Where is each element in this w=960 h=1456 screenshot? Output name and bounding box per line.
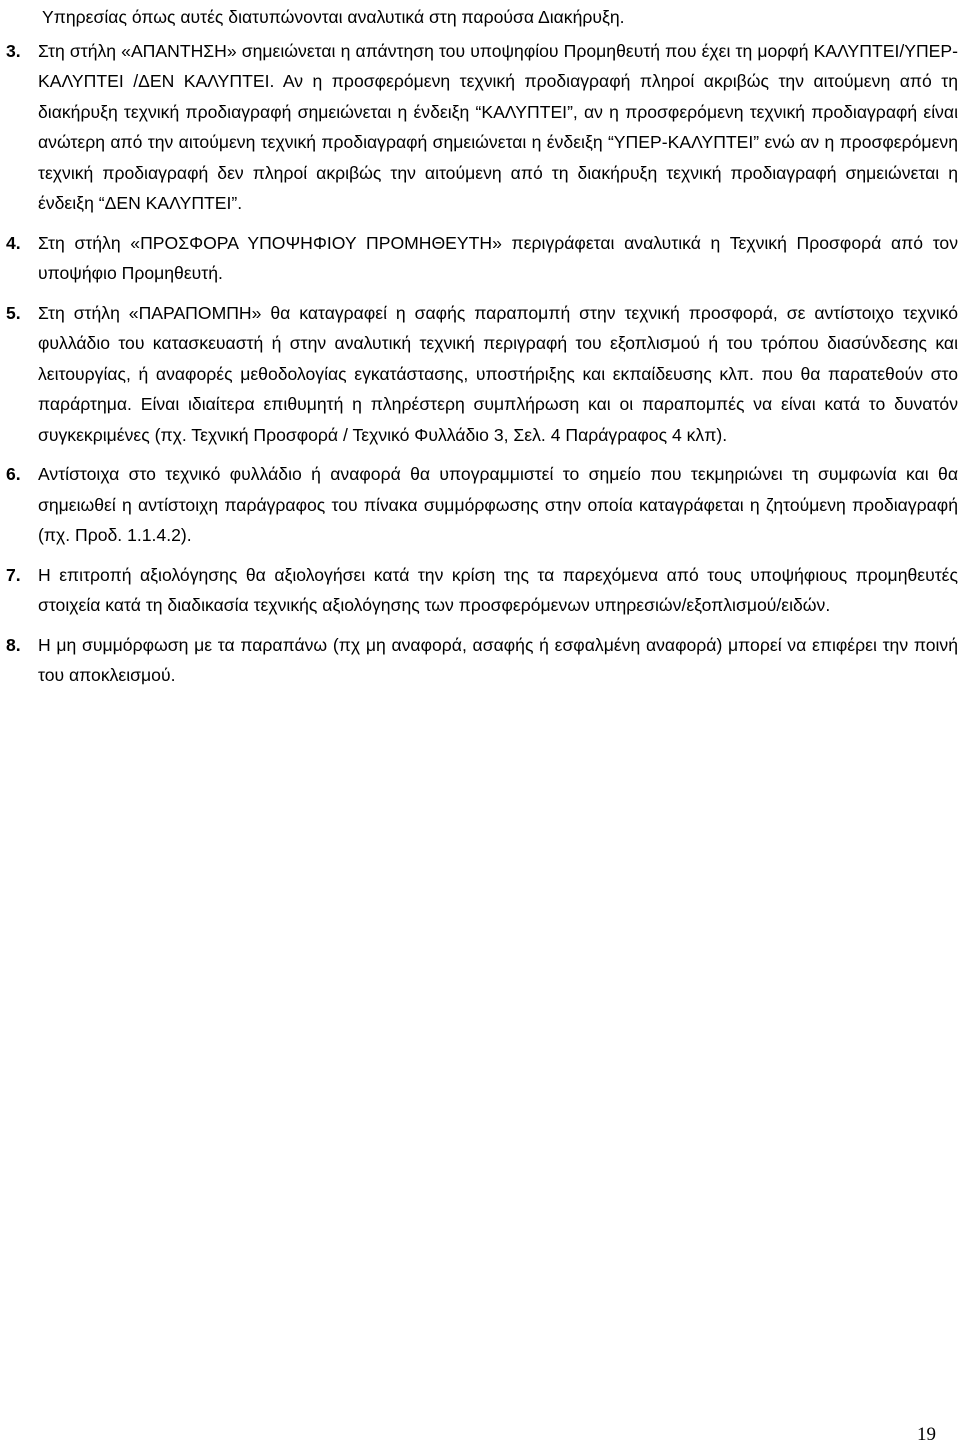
list-item-text: Στη στήλη «ΑΠΑΝΤΗΣΗ» σημειώνεται η απάντηση του υποψηφίου Προμηθευτή που έχει τη μορφή ΚΑΛΥΠΤΕΙ/ΥΠΕΡ-ΚΑΛΥΠΤΕΙ /ΔΕΝ ΚΑΛΥΠΤΕΙ. Αν η προσφερόμενη τεχνική προδιαγραφή πληροί ακριβώς την αιτούμενη από τη διακήρυξη τεχνική προδιαγραφή σημειώνεται η ένδειξη “ΚΑΛΥΠΤΕΙ”, αν η προσφερόμενη τεχνική προδιαγραφή είναι ανώτερη από την αιτούμενη τεχνική προδιαγραφή σημειώνεται η ένδειξη “ΥΠΕΡ-ΚΑΛΥΠΤΕΙ” ενώ αν η προσφερόμενη τεχνική προδιαγραφή δεν πληροί ακριβώς την αιτούμενη από τη διακήρυξη τεχνική προδιαγραφή σημειώνεται η ένδειξη “ΔΕΝ ΚΑΛΥΠΤΕΙ”.	[38, 40, 958, 213]
list-item-number: 5.	[6, 302, 21, 323]
list-item-8	[6, 630, 958, 691]
list-item-6	[6, 459, 958, 551]
list-item-number: 7.	[6, 564, 21, 585]
list-item-number: 3.	[6, 40, 21, 61]
list-item-text: Η επιτροπή αξιολόγησης θα αξιολογήσει κατά την κρίση της τα παρεχόμενα από τους υποψήφιους προμηθευτές στοιχεία κατά τη διαδικασία τεχνικής αξιολόγησης των προσφερόμενων υπηρεσιών/εξοπλισμού/ειδών.	[38, 564, 958, 615]
list-item-4	[6, 228, 958, 289]
page-number: 19	[917, 1424, 936, 1445]
list-item-5	[6, 298, 958, 451]
list-item-3	[6, 36, 958, 219]
list-item-number: 6.	[6, 464, 21, 484]
list-item-text: Η μη συμμόρφωση με τα παραπάνω (πχ μη αναφορά, ασαφής ή εσφαλμένη αναφορά) μπορεί να επιφέρει την ποινή του αποκλεισμού.	[38, 634, 958, 685]
list-item-text: Αντίστοιχα στο τεχνικό φυλλάδιο ή αναφορά θα υπογραμμιστεί το σημείο που τεκμηριώνει τη συμφωνία και θα σημειωθεί η αντίστοιχη παράγραφος του πίνακα συμμόρφωσης στην οποία καταγράφεται η ζητούμενη προδιαγραφή (πχ. Προδ. 1.1.4.2).	[38, 464, 958, 545]
list-item-number: 4.	[6, 232, 21, 253]
intro-paragraph: Υπηρεσίας όπως αυτές διατυπώνονται αναλυτικά στη παρούσα Διακήρυξη.	[42, 7, 625, 27]
list-item-7	[6, 560, 958, 621]
document-body	[6, 2, 958, 700]
list-item-number: 8.	[6, 634, 21, 655]
list-item-text: Στη στήλη «ΠΑΡΑΠΟΜΠΗ» θα καταγραφεί η σαφής παραπομπή στην τεχνική προσφορά, σε αντίστοιχο τεχνικό φυλλάδιο του κατασκευαστή ή στην αναλυτική τεχνική περιγραφή του εξοπλισμού ή του τρόπου διασύνδεσης και λειτουργίας, ή αναφορές μεθοδολογίας εγκατάστασης, υποστήριξης και εκπαίδευσης κλπ. που θα παρατεθούν στο παράρτημα. Είναι ιδιαίτερα επιθυμητή η πληρέστερη συμπλήρωση και οι παραπομπές να είναι κατά το δυνατόν συγκεκριμένες (πχ. Τεχνική Προσφορά / Τεχνικό Φυλλάδιο 3, Σελ. 4 Παράγραφος 4 κλπ).	[38, 302, 958, 445]
list-item-text: Στη στήλη «ΠΡΟΣΦΟΡΑ ΥΠΟΨΗΦΙΟΥ ΠΡΟΜΗΘΕΥΤΗ» περιγράφεται αναλυτικά η Τεχνική Προσφορά από τον υποψήφιο Προμηθευτή.	[38, 232, 958, 283]
